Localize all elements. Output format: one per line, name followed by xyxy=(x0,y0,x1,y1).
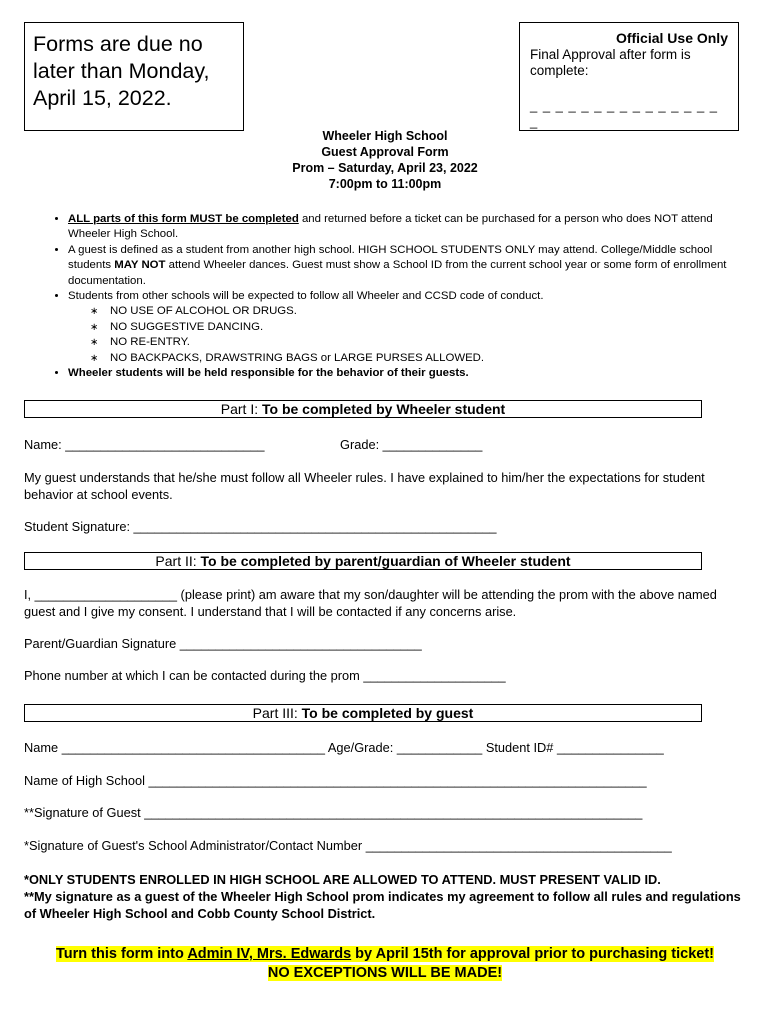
student-name-field[interactable]: Name: ____________________________ xyxy=(24,437,265,452)
guest-signature-field[interactable]: **Signature of Guest ______________________________________________________________________ xyxy=(24,805,643,820)
approval-signature-line[interactable]: _ _ _ _ _ _ _ _ _ _ _ _ _ _ _ _ xyxy=(530,98,719,129)
official-use-title: Official Use Only xyxy=(615,30,728,46)
conduct-item: ∗ NO RE-ENTRY. xyxy=(90,335,750,350)
part2-header xyxy=(24,552,702,570)
rules-list xyxy=(40,212,750,381)
part3-prefix: Part III: xyxy=(252,705,302,721)
rule-emphasis: ALL parts of this form MUST be completed xyxy=(68,213,299,225)
rule-item xyxy=(68,243,750,289)
conduct-sublist xyxy=(68,304,750,366)
turn-in-line xyxy=(56,946,714,962)
rule-item xyxy=(68,289,750,366)
agreement-note: **My signature as a guest of the Wheeler High School prom indicates my agreement to follow all rules and regulations of Wheeler High School and Cobb County School District. xyxy=(24,889,741,921)
guest-name-row[interactable]: Name _____________________________________ Age/Grade: ____________ Student ID# _______________ xyxy=(24,740,664,755)
turn-in-text: Turn this form into xyxy=(56,946,188,962)
due-line-1: Forms are due no xyxy=(33,32,203,56)
part1-header xyxy=(24,400,702,418)
parent-phone-field[interactable]: Phone number at which I can be contacted during the prom ____________________ xyxy=(24,668,506,683)
rule-text: Students from other schools will be expected to follow all Wheeler and CCSD code of conduct. xyxy=(68,290,544,303)
rule-text: attend Wheeler dances. Guest must show a School ID from the current school year or some form of enrollment documentation. xyxy=(68,259,727,287)
student-statement: My guest understands that he/she must follow all Wheeler rules. I have explained to him/her the expectations for student behavior at school events. xyxy=(24,470,705,502)
rule-text: A guest is defined as a student from another high school. HIGH SCHOOL STUDENTS ONLY may attend. College/Middle school students xyxy=(68,243,713,272)
parent-consent-field[interactable]: I, ____________________ (please print) am aware that my son/daughter will be attending the prom with the above named guest and I give my consent. I understand that I will be contacted if any concerns arise. xyxy=(24,587,717,619)
conduct-item: ∗ NO USE OF ALCOHOL OR DRUGS. xyxy=(90,304,750,319)
student-grade-field[interactable]: Grade: ______________ xyxy=(340,437,483,452)
student-signature-field[interactable]: Student Signature: ___________________________________________________ xyxy=(24,519,497,534)
admin-signature-field[interactable]: *Signature of Guest's School Administrator/Contact Number ___________________________________________ xyxy=(24,838,672,853)
school-name: Wheeler High School xyxy=(322,129,448,143)
due-date-box xyxy=(24,22,244,131)
official-line-2: complete: xyxy=(530,63,589,78)
part2-prefix: Part II: xyxy=(155,553,201,569)
conduct-item: ∗ NO BACKPACKS, DRAWSTRING BAGS or LARGE PURSES ALLOWED. xyxy=(90,351,750,366)
conduct-item: ∗ NO SUGGESTIVE DANCING. xyxy=(90,320,750,335)
part2-title: To be completed by parent/guardian of Wheeler student xyxy=(200,553,571,569)
turn-in-text: by April 15th for approval prior to purchasing ticket! xyxy=(351,946,714,962)
rule-emphasis: MAY NOT xyxy=(114,259,166,272)
admin-name: Admin IV, Mrs. Edwards xyxy=(187,946,352,962)
no-exceptions: NO EXCEPTIONS WILL BE MADE! xyxy=(267,965,503,981)
event-time: 7:00pm to 11:00pm xyxy=(328,177,442,191)
due-line-2: later than Monday, xyxy=(33,59,210,83)
rule-text: and returned before a ticket can be purchased for a person who does NOT attend Wheeler High School. xyxy=(68,213,713,241)
part3-header xyxy=(24,704,702,722)
form-header xyxy=(0,128,770,192)
part1-title: To be completed by Wheeler student xyxy=(262,401,506,417)
official-line-1: Final Approval after form is xyxy=(530,47,691,62)
form-title: Guest Approval Form xyxy=(321,145,449,159)
enrollment-note: *ONLY STUDENTS ENROLLED IN HIGH SCHOOL ARE ALLOWED TO ATTEND. MUST PRESENT VALID ID. xyxy=(24,872,661,887)
turn-in-instructions xyxy=(0,945,770,983)
event-date: Prom – Saturday, April 23, 2022 xyxy=(292,161,478,175)
part1-prefix: Part I: xyxy=(220,401,262,417)
rule-emphasis: Wheeler students will be held responsible for the behavior of their guests. xyxy=(68,367,469,380)
parent-signature-field[interactable]: Parent/Guardian Signature __________________________________ xyxy=(24,636,422,651)
due-line-3: April 15, 2022. xyxy=(33,86,172,110)
rule-item xyxy=(68,212,750,243)
rule-item xyxy=(68,366,750,381)
part3-title: To be completed by guest xyxy=(301,705,474,721)
official-use-box xyxy=(519,22,739,131)
guest-school-field[interactable]: Name of High School ______________________________________________________________________ xyxy=(24,773,647,788)
